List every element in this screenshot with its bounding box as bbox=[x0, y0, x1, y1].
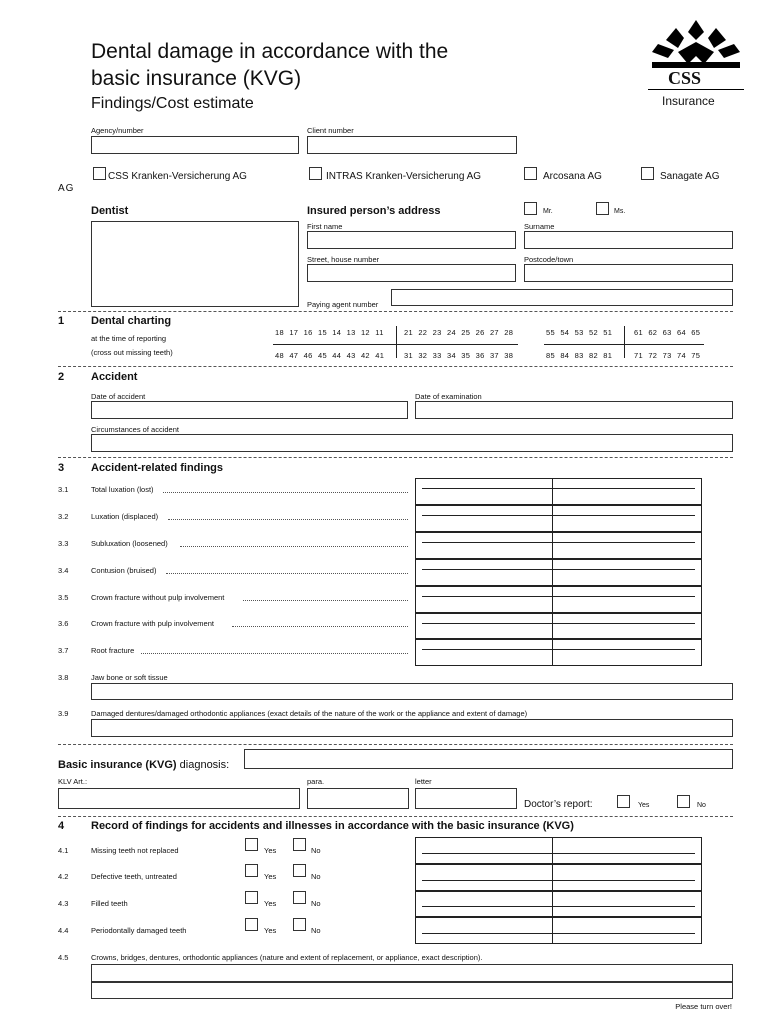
klv-input[interactable] bbox=[58, 788, 300, 809]
sanagate-label: Sanagate AG bbox=[660, 171, 720, 182]
yes-label: Yes bbox=[264, 899, 277, 908]
yes-label: Yes bbox=[264, 926, 277, 935]
teeth-lower-right[interactable]: 48 47 46 45 44 43 42 41 bbox=[275, 351, 385, 360]
no-label: No bbox=[311, 846, 321, 855]
item-num: 3.7 bbox=[58, 646, 69, 655]
item-label: Periodontally damaged teeth bbox=[91, 926, 187, 935]
yes-label: Yes bbox=[264, 872, 277, 881]
item-label: Crown fracture without pulp involvement bbox=[91, 593, 225, 602]
sec1-sub2: (cross out missing teeth) bbox=[91, 348, 173, 357]
milk-upper-left[interactable]: 61 62 63 64 65 bbox=[634, 328, 701, 337]
agency-label: Agency/number bbox=[91, 126, 144, 135]
item-cell[interactable] bbox=[415, 478, 702, 505]
no-label: No bbox=[311, 872, 321, 881]
item-3-8-num: 3.8 bbox=[58, 673, 69, 682]
no-checkbox[interactable] bbox=[293, 918, 306, 931]
form-title bbox=[91, 38, 448, 92]
intras-label: INTRAS Kranken-Versicherung AG bbox=[326, 171, 482, 182]
item-cell[interactable] bbox=[415, 837, 702, 864]
no-checkbox[interactable] bbox=[293, 838, 306, 851]
paying-agent-label: Paying agent number bbox=[307, 300, 379, 309]
form-subtitle: Findings/Cost estimate bbox=[91, 95, 254, 112]
date-exam-input[interactable] bbox=[415, 401, 733, 419]
css-checkbox[interactable] bbox=[93, 167, 106, 180]
arcosana-label: Arcosana AG bbox=[543, 171, 602, 182]
item-cell[interactable] bbox=[415, 505, 702, 532]
item-num: 4.3 bbox=[58, 899, 69, 908]
surname-input[interactable] bbox=[524, 231, 733, 249]
street-label: Street, house number bbox=[307, 255, 380, 264]
ag-wrap-text: AG bbox=[58, 183, 75, 194]
date-exam-label: Date of examination bbox=[415, 392, 482, 401]
diagnosis-input[interactable] bbox=[244, 749, 733, 769]
item-num: 3.6 bbox=[58, 619, 69, 628]
date-accident-input[interactable] bbox=[91, 401, 408, 419]
item-3-8-label: Jaw bone or soft tissue bbox=[91, 673, 168, 682]
sanagate-checkbox[interactable] bbox=[641, 167, 654, 180]
item-cell[interactable] bbox=[415, 639, 702, 666]
title-line-1: Dental damage in accordance with the bbox=[91, 40, 449, 63]
street-input[interactable] bbox=[307, 264, 516, 282]
letter-label: letter bbox=[415, 777, 432, 786]
item-cell[interactable] bbox=[415, 532, 702, 559]
item-label: Total luxation (lost) bbox=[91, 485, 154, 494]
item-num: 4.1 bbox=[58, 846, 69, 855]
crowns-input-1[interactable] bbox=[91, 964, 733, 982]
client-input[interactable] bbox=[307, 136, 517, 154]
yes-checkbox[interactable] bbox=[245, 838, 258, 851]
item-label: Crown fracture with pulp involvement bbox=[91, 619, 214, 628]
teeth-upper-right[interactable]: 18 17 16 15 14 13 12 11 bbox=[275, 328, 384, 337]
item-3-9-label: Damaged dentures/damaged orthodontic appliances (exact details of the nature of the work or the appliance and extent of damage) bbox=[91, 709, 528, 718]
mr-label: Mr. bbox=[543, 208, 553, 215]
item-num: 4.4 bbox=[58, 926, 69, 935]
item-cell[interactable] bbox=[415, 864, 702, 891]
doctors-report-label: Doctor’s report: bbox=[524, 799, 593, 810]
item-num: 3.3 bbox=[58, 539, 69, 548]
sec4-num: 4 bbox=[58, 820, 65, 832]
milk-lower-left[interactable]: 71 72 73 74 75 bbox=[634, 351, 701, 360]
turn-over-note: Please turn over! bbox=[675, 1002, 732, 1011]
client-label: Client number bbox=[307, 126, 354, 135]
milk-upper-right[interactable]: 55 54 53 52 51 bbox=[546, 328, 613, 337]
item-3-9-num: 3.9 bbox=[58, 709, 69, 718]
arcosana-checkbox[interactable] bbox=[524, 167, 537, 180]
diagnosis-title-bold: Basic insurance (KVG) bbox=[58, 759, 177, 771]
item-num: 4.2 bbox=[58, 872, 69, 881]
sec1-num: 1 bbox=[58, 315, 65, 327]
css-logo bbox=[648, 18, 744, 112]
sec1-title: Dental charting bbox=[91, 315, 172, 327]
para-label: para. bbox=[307, 777, 325, 786]
item-num: 3.5 bbox=[58, 593, 69, 602]
milk-lower-right[interactable]: 85 84 83 82 81 bbox=[546, 351, 613, 360]
logo-sub: Insurance bbox=[662, 94, 715, 108]
css-label: CSS Kranken-Versicherung AG bbox=[108, 171, 247, 182]
item-label: Filled teeth bbox=[91, 899, 128, 908]
diagnosis-title bbox=[58, 759, 229, 771]
address-label: Insured person’s address bbox=[307, 205, 441, 217]
surname-label: Surname bbox=[524, 222, 555, 231]
item-cell[interactable] bbox=[415, 917, 702, 944]
item-label: Missing teeth not replaced bbox=[91, 846, 179, 855]
item-num: 3.2 bbox=[58, 512, 69, 521]
doctors-report-yes-checkbox[interactable] bbox=[617, 795, 630, 808]
dentist-stamp-box[interactable] bbox=[91, 221, 299, 307]
circumstances-label: Circumstances of accident bbox=[91, 425, 179, 434]
item-label: Luxation (displaced) bbox=[91, 512, 159, 521]
crowns-input-2[interactable] bbox=[91, 982, 733, 999]
jaw-bone-input[interactable] bbox=[91, 683, 733, 700]
no-label: No bbox=[311, 926, 321, 935]
item-cell[interactable] bbox=[415, 891, 702, 917]
ms-label: Ms. bbox=[614, 208, 626, 215]
logo-text: CSS bbox=[668, 68, 702, 88]
item-label: Subluxation (loosened) bbox=[91, 539, 168, 548]
doctors-report-no-checkbox[interactable] bbox=[677, 795, 690, 808]
dentures-input[interactable] bbox=[91, 719, 733, 737]
teeth-lower-left[interactable]: 31 32 33 34 35 36 37 38 bbox=[404, 351, 514, 360]
sec3-num: 3 bbox=[58, 462, 65, 474]
sec2-title: Accident bbox=[91, 371, 138, 383]
agency-input[interactable] bbox=[91, 136, 299, 154]
item-num: 3.1 bbox=[58, 485, 69, 494]
no-checkbox[interactable] bbox=[293, 891, 306, 904]
diagnosis-title-rest: diagnosis: bbox=[176, 759, 230, 771]
title-line-2: basic insurance (KVG) bbox=[91, 67, 302, 90]
ms-checkbox[interactable] bbox=[596, 202, 609, 215]
circumstances-input[interactable] bbox=[91, 434, 733, 452]
yes-checkbox[interactable] bbox=[245, 891, 258, 904]
item-label: Defective teeth, untreated bbox=[91, 872, 177, 881]
teeth-upper-left[interactable]: 21 22 23 24 25 26 27 28 bbox=[404, 328, 514, 337]
yes-checkbox[interactable] bbox=[245, 918, 258, 931]
sec3-title: Accident-related findings bbox=[91, 462, 224, 474]
klv-label: KLV Art.: bbox=[58, 777, 88, 786]
letter-input[interactable] bbox=[415, 788, 517, 809]
date-accident-label: Date of accident bbox=[91, 392, 146, 401]
yes-label: Yes bbox=[264, 846, 277, 855]
doctors-report-yes-label: Yes bbox=[638, 802, 650, 809]
postcode-label: Postcode/town bbox=[524, 255, 574, 264]
item-num: 3.4 bbox=[58, 566, 69, 575]
postcode-input[interactable] bbox=[524, 264, 733, 282]
sec2-num: 2 bbox=[58, 371, 65, 383]
para-input[interactable] bbox=[307, 788, 409, 809]
sec1-sub1: at the time of reporting bbox=[91, 334, 167, 343]
intras-checkbox[interactable] bbox=[309, 167, 322, 180]
first-name-label: First name bbox=[307, 222, 343, 231]
mr-checkbox[interactable] bbox=[524, 202, 537, 215]
item-4-5-num: 4.5 bbox=[58, 953, 69, 962]
css-logo-icon bbox=[648, 18, 744, 74]
no-checkbox[interactable] bbox=[293, 864, 306, 877]
first-name-input[interactable] bbox=[307, 231, 516, 249]
dentist-label: Dentist bbox=[91, 205, 129, 217]
item-label: Root fracture bbox=[91, 646, 135, 655]
item-label: Contusion (bruised) bbox=[91, 566, 157, 575]
sec4-title: Record of findings for accidents and illnesses in accordance with the basic insurance (KVG) bbox=[91, 820, 574, 832]
item-cell[interactable] bbox=[415, 559, 702, 586]
item-cell[interactable] bbox=[415, 586, 702, 613]
paying-agent-input[interactable] bbox=[391, 289, 733, 306]
yes-checkbox[interactable] bbox=[245, 864, 258, 877]
item-4-5-label: Crowns, bridges, dentures, orthodontic appliances (nature and extent of replacement, or appliance, exact description). bbox=[91, 953, 483, 962]
item-cell[interactable] bbox=[415, 613, 702, 639]
doctors-report-no-label: No bbox=[697, 802, 706, 809]
no-label: No bbox=[311, 899, 321, 908]
